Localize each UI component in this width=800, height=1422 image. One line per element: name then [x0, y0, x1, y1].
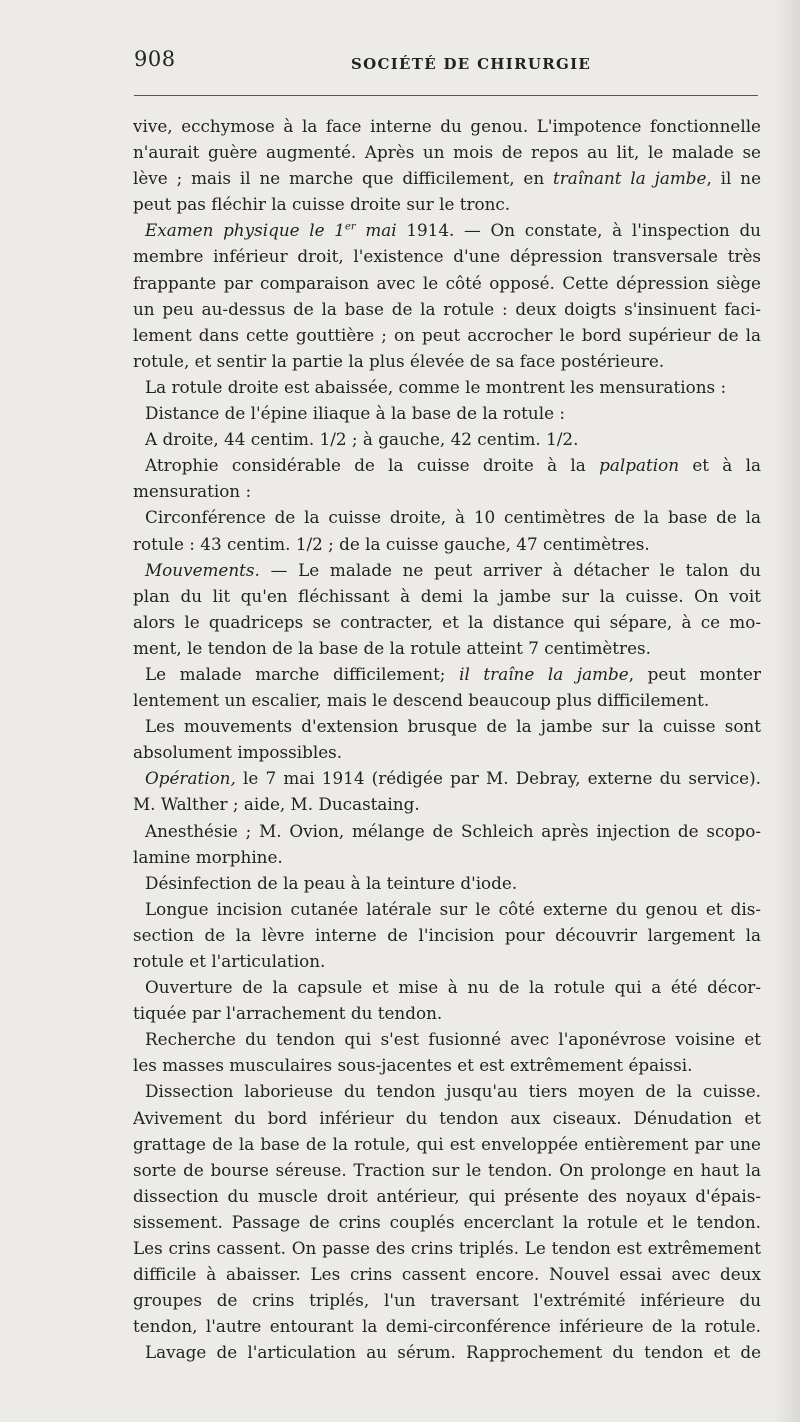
text-line	[133, 870, 761, 896]
text-segment: Lavage de l'articulation au sérum. Rapprochement du tendon et de	[145, 1342, 761, 1363]
text-segment: Les crins cassent. On passe des crins triplés. Le tendon est extrêmement	[133, 1238, 761, 1259]
text-segment: Distance de l'épine iliaque à la base de la rotule :	[145, 403, 566, 424]
text-segment: Dissection laborieuse du tendon jusqu'au tiers moyen de la cuisse.	[145, 1081, 761, 1102]
text-segment: difficile à abaisser. Les crins cassent encore. Nouvel essai avec deux	[133, 1264, 761, 1285]
text-segment: et à la	[679, 455, 761, 476]
text-segment: n'aurait guère augmenté. Après un mois de repos au lit, le malade se	[133, 142, 761, 163]
text-segment: Atrophie considérable de la cuisse droite à la	[145, 455, 600, 476]
text-segment: tiquée par l'arrachement du tendon.	[133, 1003, 443, 1024]
text-segment: Les mouvements d'extension brusque de la jambe sur la cuisse sont	[145, 716, 761, 737]
text-segment: lement dans cette gouttière ; on peut accrocher le bord supérieur de la	[133, 324, 761, 345]
text-line	[133, 1209, 761, 1235]
text-line	[133, 557, 761, 583]
text-line	[133, 974, 761, 1000]
text-line	[133, 1287, 761, 1313]
text-segment: plan du lit qu'en fléchissant à demi la jambe sur la cuisse. On voit	[133, 585, 761, 606]
text-segment: er	[344, 221, 356, 233]
text-segment: palpation	[599, 455, 680, 476]
text-segment: le 7 mai 1914 (rédigée par M. Debray, externe du service).	[235, 768, 761, 789]
page-edge-shadow	[774, 0, 800, 1422]
text-segment: un peu au-dessus de la base de la rotule : deux doigts s'insinuent faci-	[133, 298, 761, 319]
text-segment: sissement. Passage de crins couplés encerclant la rotule et le tendon.	[133, 1211, 761, 1232]
text-segment: Circonférence de la cuisse droite, à 10 centimètres de la base de la	[145, 507, 761, 528]
running-head: SOCIÉTÉ DE CHIRURGIE	[351, 55, 592, 73]
text-segment: Opération,	[145, 768, 236, 789]
text-line	[133, 1313, 761, 1339]
text-line	[133, 713, 761, 739]
text-line	[133, 348, 761, 374]
text-line	[133, 1105, 761, 1131]
text-line	[133, 1235, 761, 1261]
text-segment: traînant la jambe	[553, 168, 707, 189]
text-line	[133, 191, 761, 217]
text-segment: lève ; mais il ne marche que difficilement, en	[133, 168, 554, 189]
text-segment: M. Walther ; aide, M. Ducastaing.	[133, 794, 420, 815]
text-segment: A droite, 44 centim. 1/2 ; à gauche, 42 centim. 1/2.	[145, 429, 579, 450]
text-segment: sorte de bourse séreuse. Traction sur le tendon. On prolonge en haut la	[133, 1159, 761, 1180]
text-segment: tendon, l'autre entourant la demi-circonférence inférieure de la rotule.	[133, 1316, 761, 1337]
text-line	[133, 661, 761, 687]
text-segment: , il ne	[706, 168, 761, 189]
text-segment: les masses musculaires sous-jacentes et est extrêmement épaissi.	[133, 1055, 693, 1076]
text-line	[133, 1157, 761, 1183]
text-segment: lentement un escalier, mais le descend beaucoup plus difficilement.	[133, 690, 710, 711]
text-segment: section de la lèvre interne de l'incision pour découvrir largement la	[133, 924, 761, 945]
text-line	[133, 635, 761, 661]
text-segment: grattage de la base de la rotule, qui est enveloppée entièrement par une	[133, 1133, 761, 1154]
text-segment: Examen physique le 1	[145, 220, 345, 241]
header-rule	[134, 95, 758, 96]
text-line	[133, 818, 761, 844]
page-number: 908	[134, 47, 176, 71]
text-line	[133, 426, 761, 452]
text-line	[133, 948, 761, 974]
text-line	[133, 531, 761, 557]
text-line	[133, 139, 761, 165]
text-line	[133, 1026, 761, 1052]
text-line	[133, 243, 761, 269]
text-segment: frappante par comparaison avec le côté opposé. Cette dépression siège	[133, 272, 761, 293]
text-line	[133, 687, 761, 713]
text-segment: vive, ecchymose à la face interne du genou. L'impotence fonctionnelle	[133, 116, 761, 136]
text-segment: — Le malade ne peut arriver à détacher le talon du	[259, 559, 761, 580]
text-segment: 1914. — On constate, à l'inspection du	[396, 220, 761, 241]
text-line	[133, 452, 761, 478]
text-line	[133, 217, 761, 243]
text-segment: Recherche du tendon qui s'est fusionné avec l'aponévrose voisine et	[145, 1029, 761, 1050]
text-line	[133, 165, 761, 191]
text-segment: Le malade marche difficilement;	[145, 663, 460, 684]
text-line	[133, 1339, 761, 1365]
text-line	[133, 1183, 761, 1209]
text-segment: dissection du muscle droit antérieur, qui présente des noyaux d'épais-	[133, 1185, 761, 1206]
text-segment: rotule, et sentir la partie la plus élevée de sa face postérieure.	[133, 350, 665, 371]
text-segment: absolument impossibles.	[133, 742, 343, 763]
body-text	[133, 113, 761, 1366]
text-segment: Mouvements.	[145, 559, 260, 580]
text-segment: Avivement du bord inférieur du tendon aux ciseaux. Dénudation et	[133, 1107, 761, 1128]
text-segment: Désinfection de la peau à la teinture d'iode.	[145, 872, 518, 893]
text-line	[133, 322, 761, 348]
text-segment: alors le quadriceps se contracter, et la distance qui sépare, à ce mo-	[133, 611, 761, 632]
text-line	[133, 791, 761, 817]
text-line	[133, 1261, 761, 1287]
text-line	[133, 1000, 761, 1026]
text-segment: peut pas fléchir la cuisse droite sur le tronc.	[133, 194, 511, 215]
text-line	[133, 504, 761, 530]
text-line	[133, 609, 761, 635]
text-segment: il traîne la jambe	[459, 663, 629, 684]
text-line	[133, 765, 761, 791]
text-segment: Longue incision cutanée latérale sur le côté externe du genou et dis-	[145, 898, 761, 919]
text-line	[133, 478, 761, 504]
text-line	[133, 1078, 761, 1104]
text-line	[133, 400, 761, 426]
text-line	[133, 1131, 761, 1157]
text-line	[133, 374, 761, 400]
text-line	[133, 844, 761, 870]
text-segment: La rotule droite est abaissée, comme le montrent les mensurations :	[145, 376, 727, 397]
text-segment: Ouverture de la capsule et mise à nu de la rotule qui a été décor-	[145, 977, 761, 998]
text-line	[133, 922, 761, 948]
text-line	[133, 1052, 761, 1078]
text-line	[133, 583, 761, 609]
text-line	[133, 296, 761, 322]
text-segment: , peut monter	[628, 663, 761, 684]
text-segment: ment, le tendon de la base de la rotule atteint 7 centimètres.	[133, 637, 651, 658]
text-segment: Anesthésie ; M. Ovion, mélange de Schleich après injection de scopo-	[145, 820, 761, 841]
text-segment: rotule : 43 centim. 1/2 ; de la cuisse gauche, 47 centimètres.	[133, 533, 650, 554]
text-segment: mai	[355, 220, 397, 241]
text-segment: lamine morphine.	[133, 846, 283, 867]
text-line	[133, 739, 761, 765]
text-segment: rotule et l'articulation.	[133, 951, 326, 971]
text-segment: mensuration :	[133, 481, 252, 502]
text-line	[133, 113, 761, 139]
text-segment: groupes de crins triplés, l'un traversant l'extrémité inférieure du	[133, 1290, 761, 1311]
text-line	[133, 896, 761, 922]
text-segment: membre inférieur droit, l'existence d'une dépression transversale très	[133, 246, 761, 267]
text-line	[133, 270, 761, 296]
